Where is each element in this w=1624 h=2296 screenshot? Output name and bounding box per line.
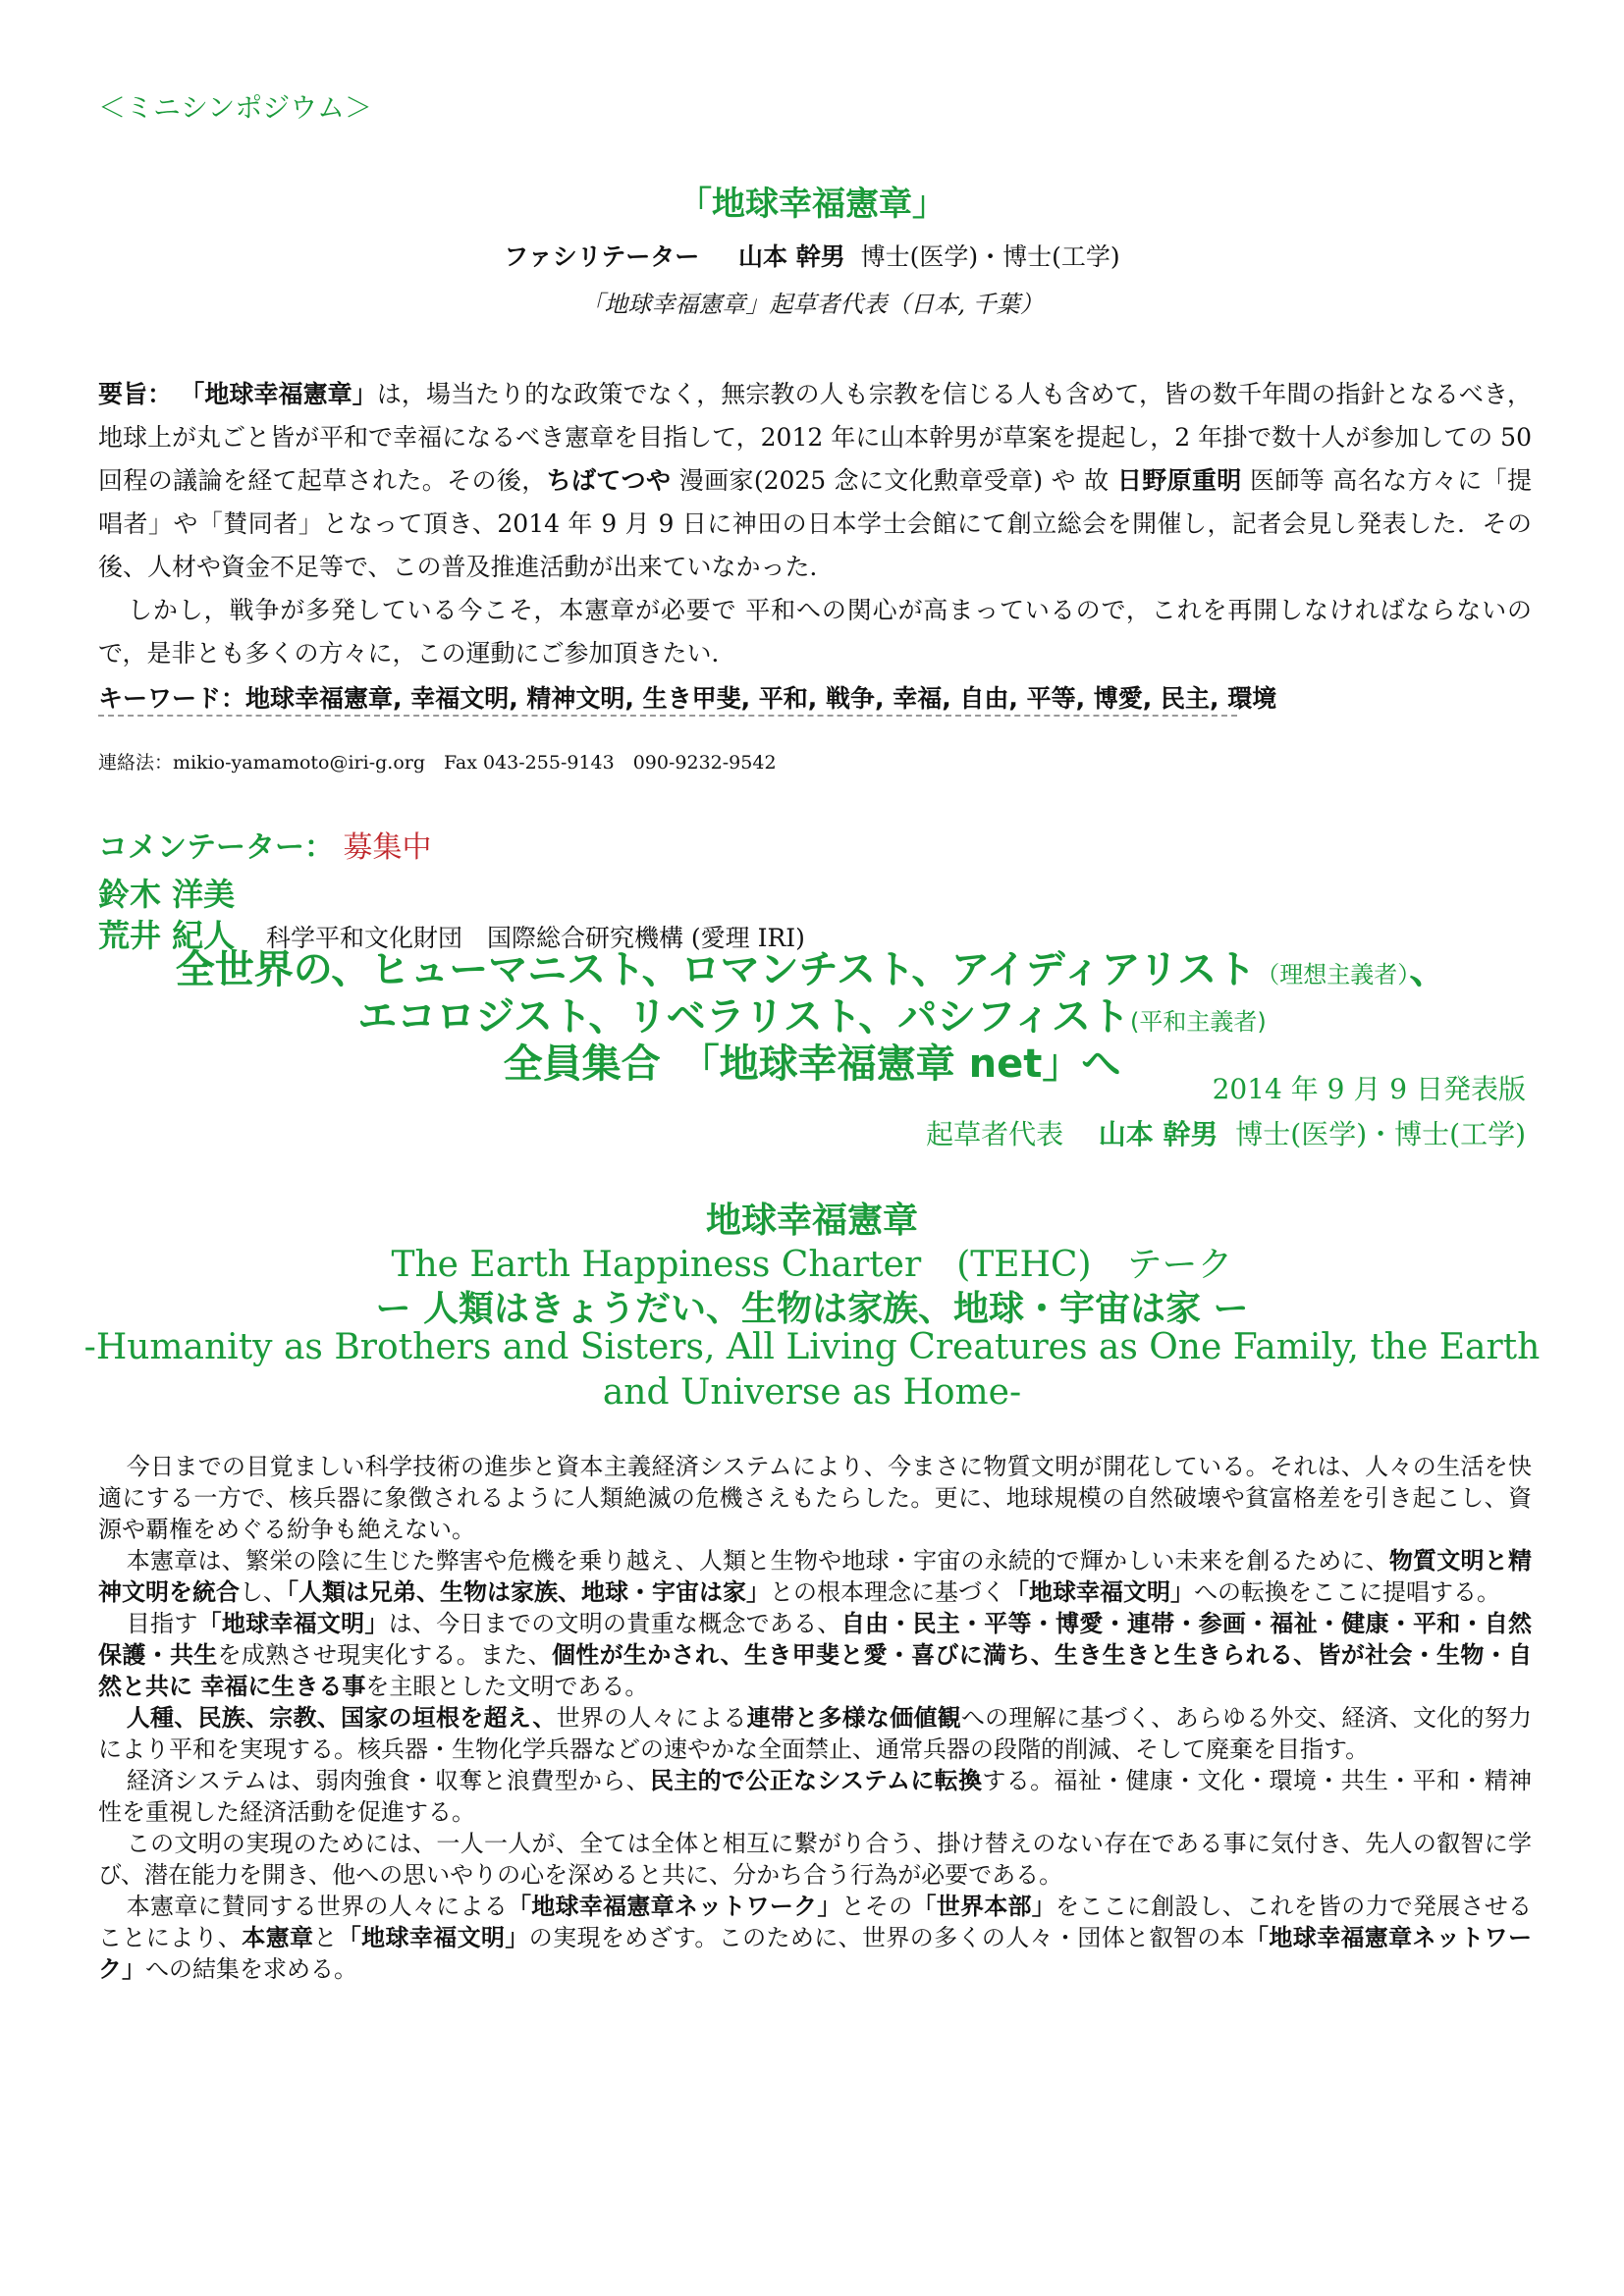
body-p3-c: は、今日までの文明の貴重な概念である、 (388, 1610, 841, 1637)
page-title: 「地球幸福憲章」 (678, 185, 946, 224)
facilitator-role: 「地球幸福憲章」起草者代表（日本, 千葉） (580, 291, 1044, 318)
body-p7-g: と (313, 1924, 338, 1951)
slogan-1-note: （理想主義者） (1256, 961, 1410, 988)
body-paragraph-7 (98, 1891, 1532, 1985)
slogan-line-3: 全員集合 「地球幸福憲章 net」へ (503, 1041, 1121, 1087)
slogan-1-text: 全世界の、ヒューマニスト、ロマンチスト、アイディアリスト (175, 947, 1257, 992)
charter-body (98, 1451, 1532, 1985)
body-paragraph-2 (98, 1545, 1532, 1608)
version-date: 2014 年 9 月 9 日発表版 (1212, 1073, 1526, 1105)
body-p7-k: への結集を求める。 (145, 1955, 357, 1983)
body-p2-e: との根本理念に基づく (770, 1578, 1005, 1606)
body-p4-a: 人種、民族、宗教、国家の垣根を超え、 (126, 1704, 557, 1732)
signature-name: 山本 幹男 (1098, 1118, 1218, 1150)
divider (98, 715, 1237, 717)
abstract-paragraph-2: しかし，戦争が多発している今こそ，本憲章が必要で 平和への関心が高まっているので，これを再開しなければならないので，是非とも多くの方々に，この運動にご参加頂きたい． (98, 596, 1532, 667)
body-p2-a: 本憲章は、繁栄の陰に生じた弊害や危機を乗り越え、人類と生物や地球・宇宙の永続的で輝かしい未来を創るために、 (126, 1547, 1389, 1575)
body-p3-a: 目指す (126, 1610, 198, 1637)
facilitator-degrees: 博士(医学)・博士(工学) (860, 242, 1120, 271)
body-p7-i: の実現をめざす。このために、世界の多くの人々・団体と叡智の本 (528, 1924, 1245, 1951)
body-p3-e: を成熟させ現実化する。また、 (217, 1641, 552, 1669)
facilitator-line (0, 238, 1624, 273)
abstract-text-c: 医師等 高名な方々に「提唱者」や「賛同者」となって頂き、2014 年 9 月 9 日に神田の日本学士会館にて創立総会を開催し，記者会見し発表した．その後、人材や資金不足等で、この普及推進活動が出来ていなかった． (98, 466, 1532, 581)
body-p3-f: 個性が生かされ、生き甲斐と愛・喜びに満ち、生き生きと生きられる、皆が社会・生物・自然と共に 幸福に生きる事 (98, 1641, 1533, 1700)
signature-label: 起草者代表 (926, 1118, 1064, 1150)
body-p2-d: 「人類は兄弟、生物は家族、地球・宇宙は家」 (287, 1578, 770, 1606)
body-p7-e: をここに創設し、これを皆の力で発展させることにより、 (98, 1893, 1533, 1951)
abstract-hinohara: 日野原重明 (1116, 466, 1242, 495)
body-p2-f: 「地球幸福文明」 (1005, 1578, 1194, 1606)
body-p2-g: への転換をここに提唱する。 (1194, 1578, 1500, 1606)
body-p4-d: への理解に基づく、あらゆる外交、経済、文化的努力により平和を実現する。核兵器・生物化学兵器などの速やかな全面禁止、通常兵器の段階的削減、そして廃棄を目指す。 (98, 1704, 1533, 1763)
commentator-1: 鈴木 洋美 (98, 876, 236, 913)
signature (926, 1113, 1526, 1152)
body-p4-b: 世界の人々による (556, 1704, 747, 1732)
body-paragraph-4 (98, 1702, 1532, 1765)
body-p2-b: 物質文明と精神文明を統合 (98, 1547, 1532, 1606)
body-p7-a: 本憲章に賛同する世界の人々による (126, 1893, 508, 1920)
abstract-paragraph-1 (98, 373, 1532, 589)
signature-degrees: 博士(医学)・博士(工学) (1235, 1118, 1526, 1150)
commentators-heading (98, 823, 432, 866)
body-p3-b: 「地球幸福文明」 (197, 1610, 389, 1637)
facilitator-label: ファシリテーター (504, 242, 700, 271)
body-p7-b: 「地球幸福憲章ネットワーク」 (508, 1893, 841, 1920)
body-p3-d: 自由・民主・平等・博愛・連帯・参画・福祉・健康・平和・自然保護・共生 (98, 1610, 1533, 1669)
commentator-2-affiliation: 科学平和文化財団 国際総合研究機構 (愛理 IRI) (265, 924, 805, 952)
contact-info: 連絡法：mikio-yamamoto@iri-g.org Fax 043-255-9143 090-9232-9542 (98, 752, 777, 774)
body-paragraph-6: この文明の実現のためには、一人一人が、全ては全体と相互に繋がり合う、掛け替えのない存在である事に気付き、先人の叡智に学び、潜在能力を開き、他への思いやりの心を深めると共に、分かち合う行為が必要である。 (98, 1830, 1532, 1889)
body-p5-b: 民主的で公正なシステムに転換 (649, 1767, 983, 1794)
abstract-label: 要旨： (98, 380, 173, 408)
commentator-2-name: 荒井 紀人 (98, 917, 236, 954)
charter-title-en: The Earth Happiness Charter (TEHC) テーク (391, 1245, 1233, 1285)
slogan-1-end: 、 (1409, 947, 1449, 992)
keywords: キーワード：地球幸福憲章, 幸福文明, 精神文明, 生き甲斐, 平和, 戦争, 幸福, 自由, 平等, 博愛, 民主, 環境 (98, 684, 1277, 713)
slogan-2-note: (平和主義者) (1130, 1008, 1267, 1036)
commentators-label: コメンテーター： (98, 830, 334, 865)
charter-subtitle-en-2: and Universe as Home- (602, 1372, 1022, 1413)
body-p4-c: 連帯と多様な価値観 (746, 1704, 961, 1732)
abstract-chiba: ちばてつや (546, 466, 672, 495)
abstract (98, 373, 1532, 675)
commentators-status: 募集中 (343, 830, 432, 865)
charter-subtitle-en-1: -Humanity as Brothers and Sisters, All Living Creatures as One Family, the Earth (83, 1327, 1541, 1367)
charter-subtitle-en (0, 1325, 1624, 1415)
body-paragraph-5 (98, 1765, 1532, 1828)
abstract-text-b: 漫画家(2025 念に文化勲章受章) や 故 (671, 466, 1117, 495)
facilitator-name: 山本 幹男 (738, 242, 845, 271)
body-p7-h: 「地球幸福文明」 (337, 1924, 529, 1951)
body-paragraph-3 (98, 1608, 1532, 1702)
body-p7-j: 「地球幸福憲章ネットワーク」 (98, 1924, 1533, 1983)
abstract-text-a: は，場当たり的な政策でなく，無宗教の人も宗教を信じる人も含めて，皆の数千年間の指針となるべき，地球上が丸ごと皆が平和で幸福になるべき憲章を目指して，2012 年に山本幹男が草案を提起し，2 年掛で数十人が参加しての 50 回程の議論を経て起草された。その後， (98, 380, 1532, 495)
charter-title: 地球幸福憲章 (705, 1201, 918, 1241)
body-p7-d: 「世界本部」 (912, 1893, 1056, 1920)
slogan-2-text: エコロジスト、リベラリスト、パシフィスト (357, 994, 1131, 1040)
body-p5-a: 経済システムは、弱肉強食・収奪と浪費型から、 (126, 1767, 650, 1794)
charter-subtitle: ー 人類はきょうだい、生物は家族、地球・宇宙は家 ー (375, 1289, 1249, 1329)
section-tag: ＜ミニシンポジウム＞ (98, 91, 373, 124)
body-p7-c: とその (840, 1893, 913, 1920)
body-p7-f: 本憲章 (242, 1924, 314, 1951)
body-p2-c: し、 (240, 1578, 287, 1606)
body-p3-g: を主眼とした文明である。 (365, 1673, 649, 1700)
abstract-charter-name: 「地球幸福憲章」 (180, 380, 377, 408)
body-paragraph-1: 今日までの目覚ましい科学技術の進歩と資本主義経済システムにより、今まさに物質文明が開花している。それは、人々の生活を快適にする一方で、核兵器に象徴されるように人類絶滅の危機さえもたらした。更に、地球規模の自然破壊や貧富格差を引き起こし、資源や覇権をめぐる紛争も絶えない。 (98, 1453, 1532, 1543)
body-p5-c: する。福祉・健康・文化・環境・共生・平和・精神性を重視した経済活動を促進する。 (98, 1767, 1533, 1826)
